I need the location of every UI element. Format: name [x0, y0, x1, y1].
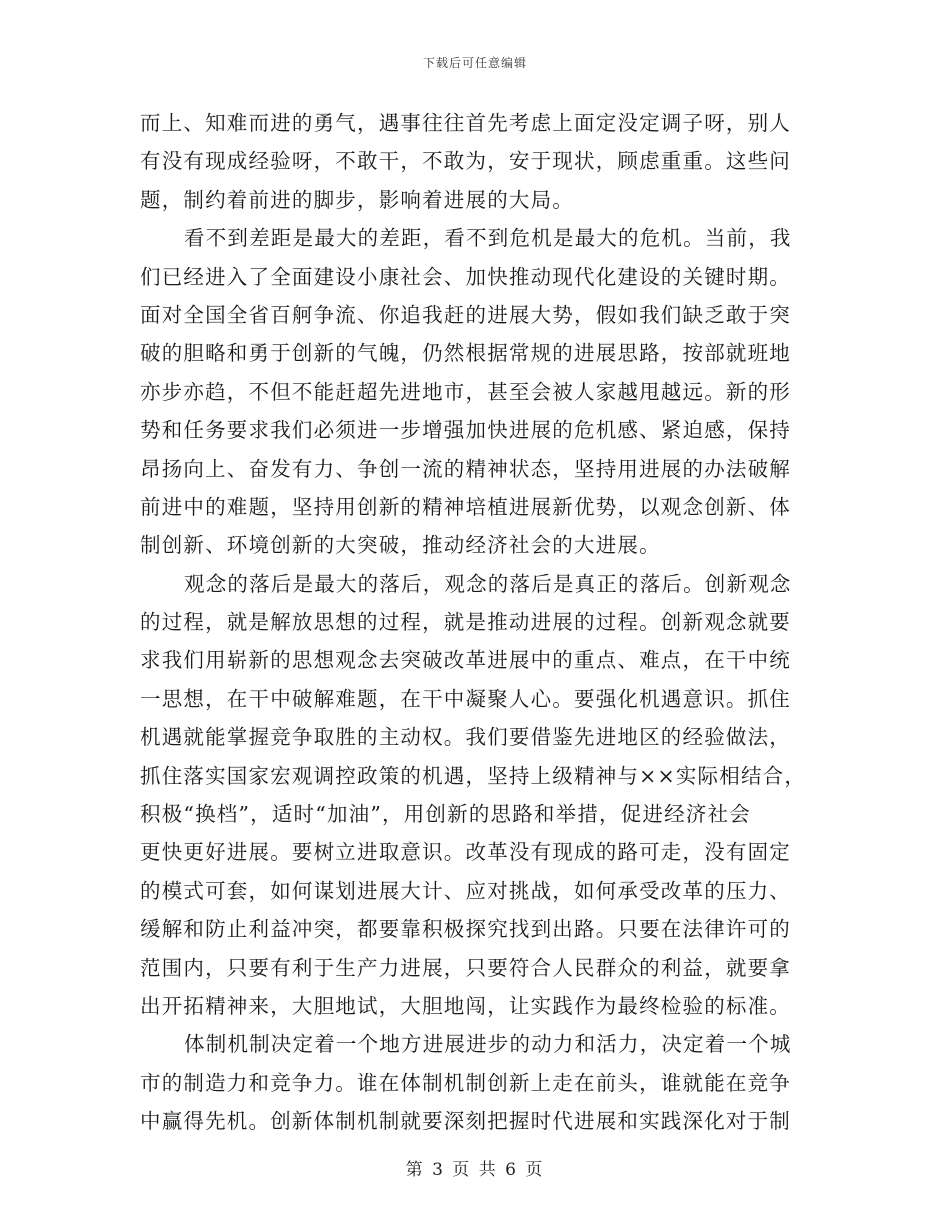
text-line: 求我们用崭新的思想观念去突破改革进展中的重点、难点，在干中统	[140, 648, 791, 673]
text-line: 的模式可套，如何谋划进展大计、应对挑战，如何承受改革的压力、	[140, 878, 791, 903]
paragraph	[140, 565, 810, 1026]
text-line: 面对全国全省百舸争流、你追我赶的进展大势，假如我们缺乏敢于突	[140, 302, 791, 327]
text-line: 更快更好进展。要树立进取意识。改革没有现成的路可走，没有固定	[140, 840, 791, 865]
text-line: 中赢得先机。创新体制机制就要深刻把握时代进展和实践深化对于制	[140, 1109, 791, 1134]
text-line: 制创新、环境创新的大突破，推动经济社会的大进展。	[140, 533, 661, 558]
document-body	[140, 104, 810, 1141]
text-line: 的过程，就是解放思想的过程，就是推动进展的过程。创新观念就要	[140, 610, 791, 635]
text-line: 势和任务要求我们必须进一步增强加快进展的危机感、紧迫感，保持	[140, 418, 791, 443]
text-line: 们已经进入了全面建设小康社会、加快推动现代化建设的关键时期。	[140, 264, 791, 289]
paragraph	[140, 104, 810, 219]
text-line: 看不到差距是最大的差距，看不到危机是最大的危机。当前，我	[184, 226, 792, 251]
text-line: 积极“换档”，适时“加油”，用创新的思路和举措，促进经济社会	[140, 802, 751, 827]
text-line: 缓解和防止利益冲突，都要靠积极探究找到出路。只要在法律许可的	[140, 917, 791, 942]
text-line: 观念的落后是最大的落后，观念的落后是真正的落后。创新观念	[184, 571, 792, 596]
text-line: 前进中的难题，坚持用创新的精神培植进展新优势，以观念创新、体	[140, 494, 791, 519]
text-line: 题，制约着前进的脚步，影响着进展的大局。	[140, 187, 574, 212]
text-line: 有没有现成经验呀，不敢干，不敢为，安于现状，顾虑重重。这些问	[140, 149, 791, 174]
page-header: 下载后可任意编辑	[422, 56, 527, 70]
text-line: 抓住落实国家宏观调控政策的机遇，坚持上级精神与××实际相结合，	[140, 763, 807, 788]
text-line: 昂扬向上、奋发有力、争创一流的精神状态，坚持用进展的办法破解	[140, 456, 791, 481]
text-line: 机遇就能掌握竞争取胜的主动权。我们要借鉴先进地区的经验做法，	[140, 725, 791, 750]
paragraph	[140, 1025, 810, 1140]
text-line: 体制机制决定着一个地方进展进步的动力和活力，决定着一个城	[184, 1032, 792, 1057]
text-line: 市的制造力和竞争力。谁在体制机制创新上走在前头，谁就能在竞争	[140, 1070, 791, 1095]
text-line: 而上、知难而进的勇气，遇事往往首先考虑上面定没定调子呀，别人	[140, 111, 791, 135]
paragraph	[140, 219, 810, 565]
text-line: 亦步亦趋，不但不能赶超先进地市，甚至会被人家越甩越远。新的形	[140, 379, 791, 404]
text-line: 破的胆略和勇于创新的气魄，仍然根据常规的进展思路，按部就班地	[140, 341, 791, 366]
page-number: 第 3 页 共 6 页	[405, 1160, 545, 1180]
text-line: 一思想，在干中破解难题，在干中凝聚人心。要强化机遇意识。抓住	[140, 686, 791, 711]
text-line: 出开拓精神来，大胆地试，大胆地闯，让实践作为最终检验的标准。	[140, 993, 791, 1018]
text-line: 范围内，只要有利于生产力进展，只要符合人民群众的利益，就要拿	[140, 955, 791, 980]
